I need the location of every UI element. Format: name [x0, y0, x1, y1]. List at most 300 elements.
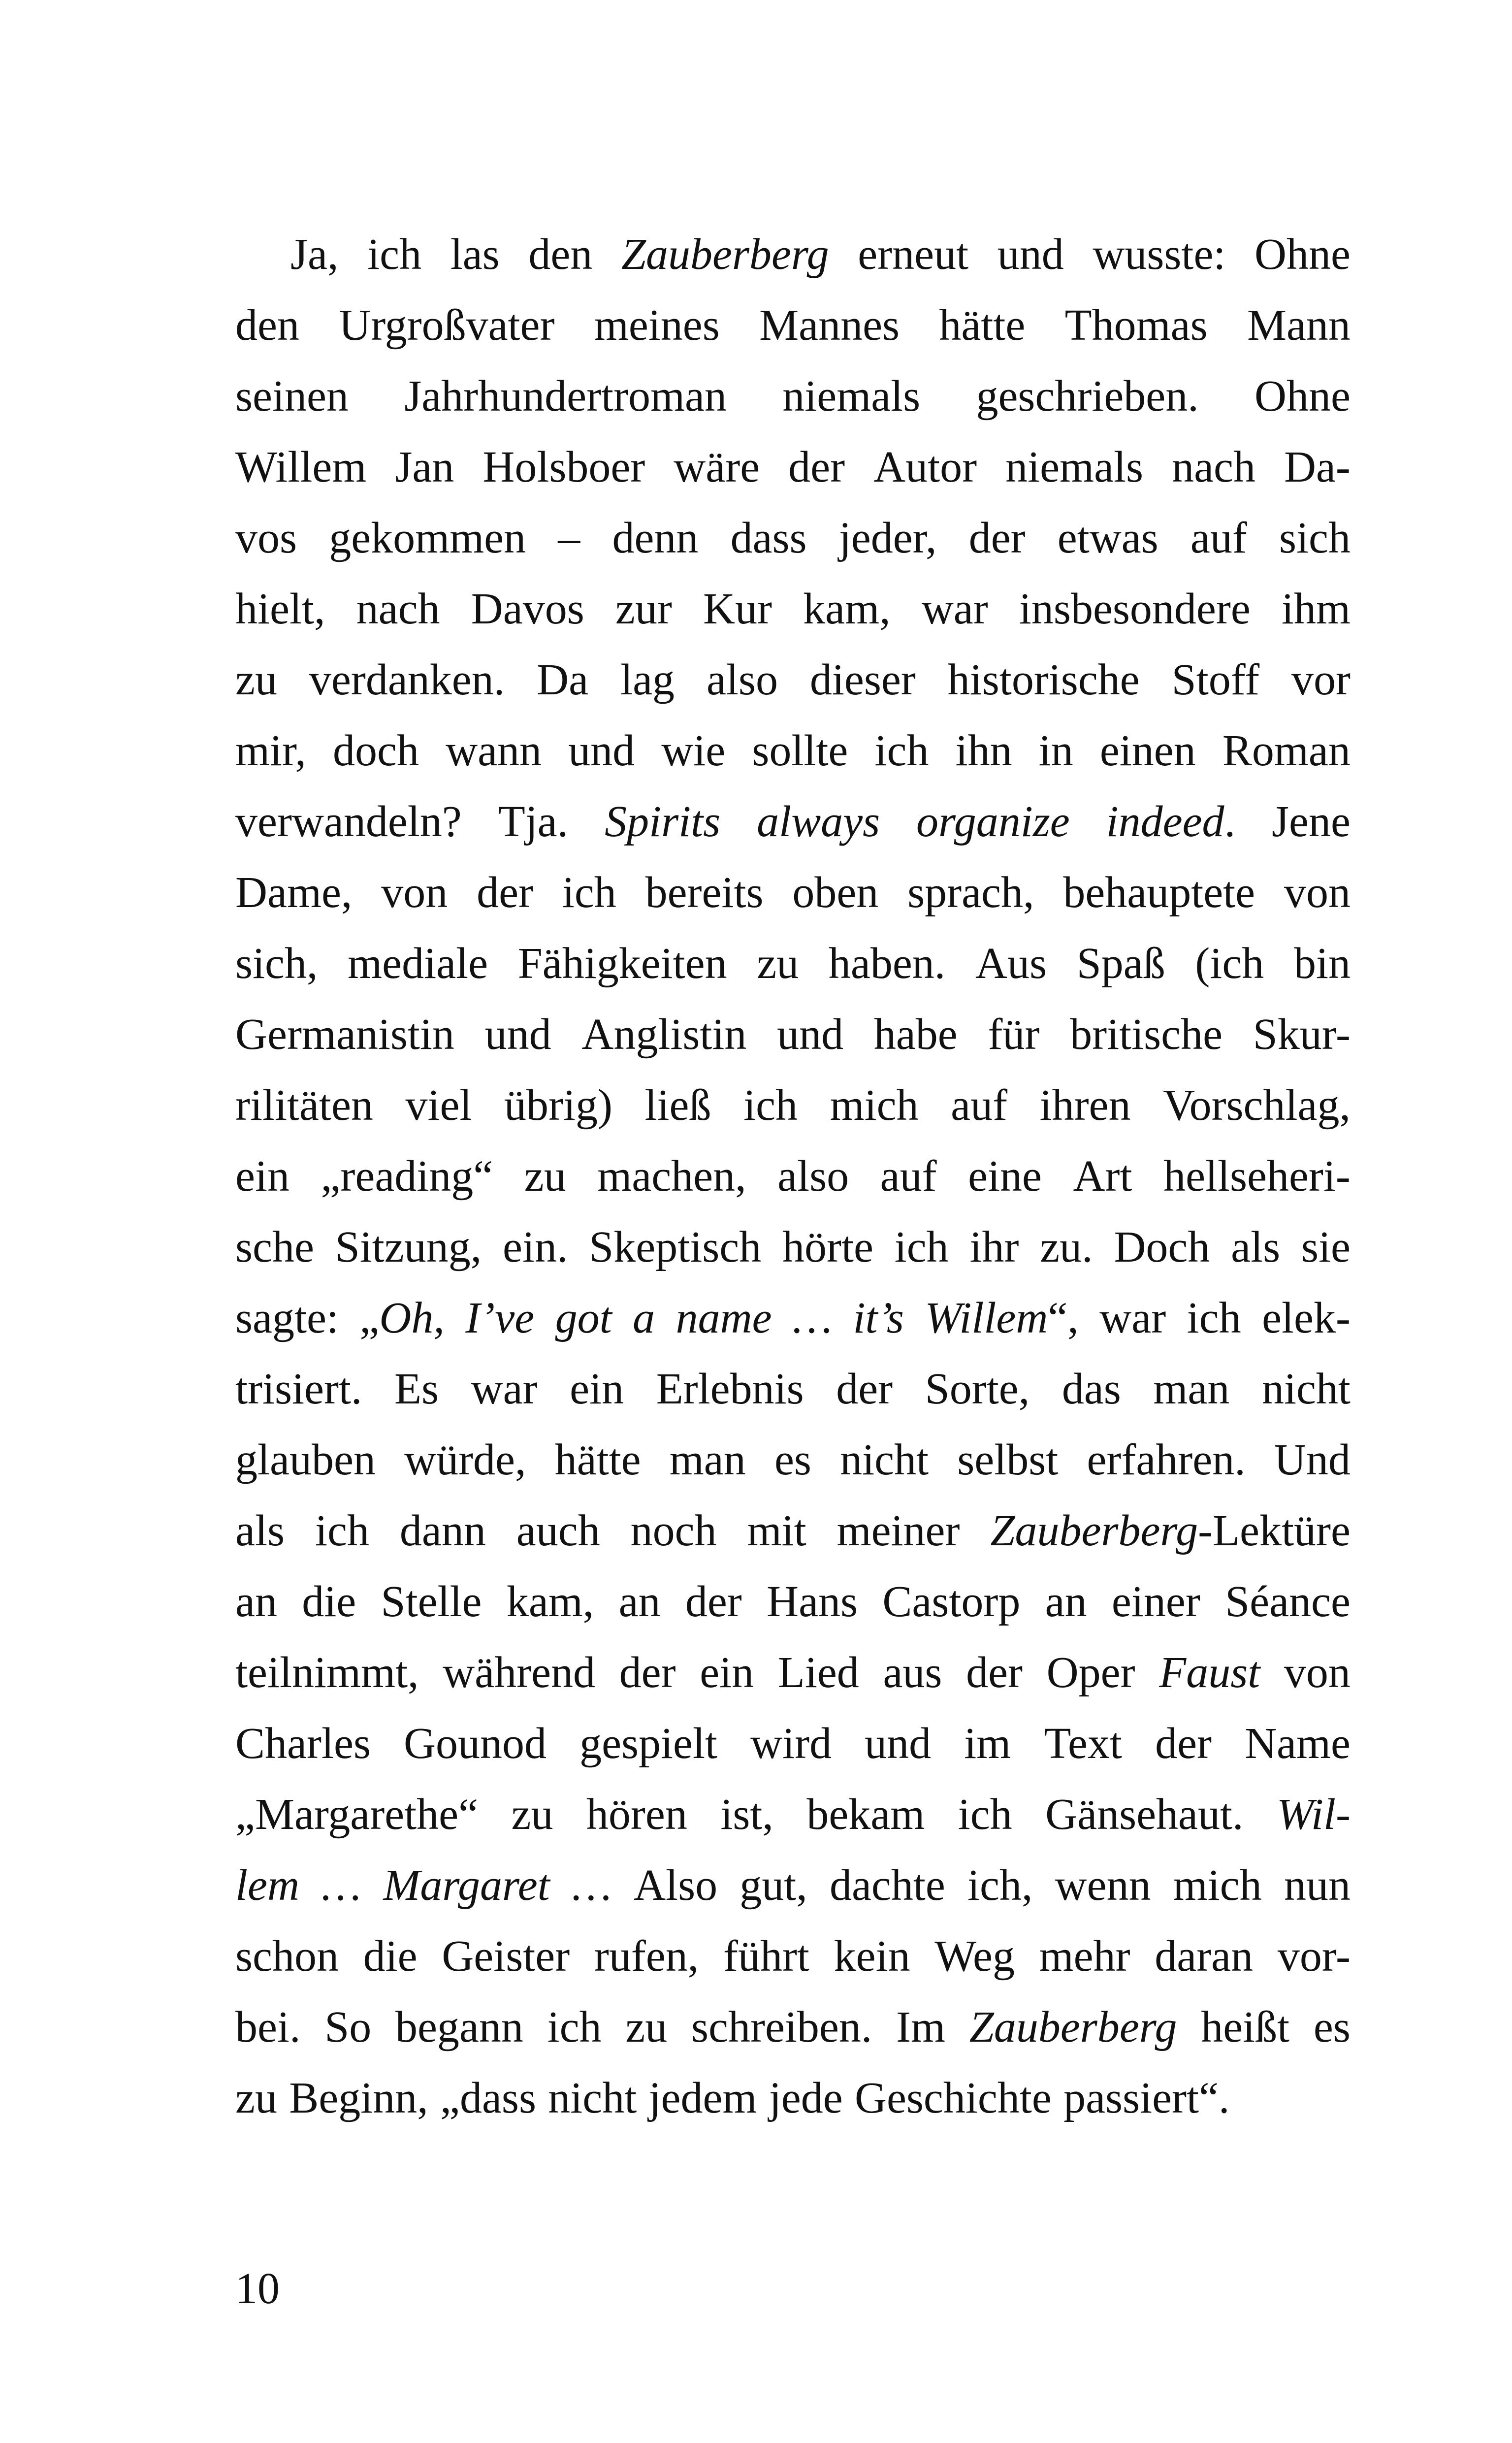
word [661, 716, 725, 786]
word [235, 1708, 371, 1779]
word [329, 503, 526, 574]
word [446, 716, 542, 786]
text-run: der [619, 1648, 676, 1697]
word [882, 1566, 1020, 1637]
text-run: Dame, [235, 868, 353, 917]
word [670, 1425, 746, 1496]
word [235, 1566, 277, 1637]
text-run: ich [562, 868, 616, 917]
text-run: (ich [1195, 939, 1264, 988]
text-line [235, 1283, 1351, 1354]
text-run: zu [524, 1152, 566, 1201]
italic-text-run: organize [916, 797, 1070, 846]
text-line [235, 361, 1351, 432]
word [1073, 1141, 1132, 1212]
text-run: vos [235, 514, 297, 562]
text-run: Im [896, 2003, 946, 2052]
word [572, 1850, 611, 1921]
text-run: ich [547, 2003, 602, 2052]
text-run: geschrieben. [976, 372, 1199, 421]
word [774, 1425, 811, 1496]
text-run: Germanistin [235, 1010, 454, 1059]
text-run: zu [625, 2003, 668, 2052]
text-run: Beginn, [289, 2074, 428, 2122]
word [883, 1637, 942, 1708]
italic-text-run: Zauberberg [621, 230, 829, 279]
word [750, 1708, 832, 1779]
word [322, 1850, 361, 1921]
word [925, 1283, 1078, 1354]
word [1044, 1708, 1122, 1779]
text-run: war [921, 585, 988, 633]
word [969, 1992, 1177, 2063]
word [830, 1070, 919, 1141]
word [782, 1212, 873, 1283]
text-run: hellseheri- [1163, 1152, 1351, 1201]
word [570, 1354, 624, 1425]
text-run: ein [570, 1365, 624, 1413]
word [1114, 1212, 1210, 1283]
text-run: Geschichte [854, 2074, 1052, 2122]
text-run: kam, [803, 585, 891, 633]
text-run: den [528, 230, 593, 279]
word [615, 574, 672, 645]
text-run: gut, [740, 1861, 807, 1910]
text-run: selbst [957, 1435, 1059, 1484]
text-run: „reading“ [321, 1152, 493, 1201]
text-run: Ja, [290, 230, 339, 279]
word [939, 290, 1025, 361]
word [676, 1283, 772, 1354]
text-run: vor- [1277, 1932, 1351, 1981]
text-run: denn [612, 514, 699, 562]
word [1063, 857, 1255, 928]
text-run: bereits [645, 868, 764, 917]
text-run: Fähigkeiten [517, 939, 727, 988]
text-run: Text [1044, 1719, 1122, 1768]
text-run: auch [516, 1506, 600, 1555]
word [1284, 1850, 1351, 1921]
text-run: jede [769, 2074, 843, 2122]
text-run: zu [235, 655, 277, 704]
word [548, 2063, 637, 2134]
text-run: “, [1048, 1294, 1079, 1342]
text-run: es [1313, 2003, 1351, 2052]
text-run: ihm [1281, 585, 1351, 633]
italic-text-run: always [757, 797, 880, 846]
word [925, 1354, 1029, 1425]
word [720, 1779, 773, 1850]
word [235, 645, 277, 716]
text-run: noch [630, 1506, 717, 1555]
text-run: ein [700, 1648, 754, 1697]
text-line [235, 1212, 1351, 1283]
text-run: auf [880, 1152, 937, 1201]
text-run: dann [399, 1506, 486, 1555]
text-run: es [774, 1435, 811, 1484]
word [836, 1354, 893, 1425]
text-run: Mannes [759, 301, 900, 350]
text-run: von [1284, 868, 1351, 917]
word [1172, 645, 1259, 716]
word [1045, 1566, 1087, 1637]
word [969, 1212, 1019, 1283]
text-run: dass [730, 514, 807, 562]
word [896, 1992, 945, 2063]
text-run: lag [620, 655, 675, 704]
word [1253, 999, 1351, 1070]
text-run: mit [747, 1506, 806, 1555]
word [235, 2063, 277, 2134]
italic-text-run: Oh, [379, 1294, 445, 1342]
text-run: dieser [809, 655, 916, 704]
text-run: Autor [873, 443, 977, 491]
text-run: zu [511, 1790, 553, 1839]
text-line [235, 574, 1351, 645]
word [645, 857, 764, 928]
text-run: an [618, 1577, 661, 1626]
word [359, 1283, 444, 1354]
text-run: hätte [554, 1435, 641, 1484]
word [547, 1992, 602, 2063]
text-run: machen, [597, 1152, 746, 1201]
word [555, 1283, 612, 1354]
word [990, 1496, 1350, 1566]
text-run: schreiben. [691, 2003, 872, 2052]
word [777, 999, 843, 1070]
word [465, 1283, 534, 1354]
text-run: man [669, 1435, 746, 1484]
word [752, 716, 848, 786]
text-line [235, 1779, 1351, 1850]
text-run: Jan [395, 443, 454, 491]
word [290, 219, 338, 290]
text-run: las [450, 230, 500, 279]
text-run: Thomas [1064, 301, 1208, 350]
text-run: kam, [506, 1577, 594, 1626]
word [516, 1496, 600, 1566]
text-run: Lied [777, 1648, 859, 1697]
italic-text-run: Margaret [383, 1861, 550, 1910]
word [855, 2063, 1052, 2134]
text-run: und [777, 1010, 844, 1059]
word [1155, 1921, 1253, 1992]
body-paragraph [235, 219, 1351, 2134]
word [691, 1992, 872, 2063]
text-run: Vorschlag, [1163, 1081, 1351, 1130]
word [858, 219, 968, 290]
word [1163, 1070, 1351, 1141]
word [865, 1708, 931, 1779]
word [747, 1496, 806, 1566]
text-run: bekam [806, 1790, 925, 1839]
text-line [235, 716, 1351, 786]
word [757, 786, 880, 857]
text-run: in [1038, 726, 1073, 775]
word [793, 1283, 832, 1354]
text-line [235, 786, 1351, 857]
word [1099, 1283, 1166, 1354]
text-line [235, 1637, 1351, 1708]
word [235, 999, 454, 1070]
word [363, 1921, 418, 1992]
word [395, 1992, 523, 2063]
word [235, 432, 366, 503]
text-run: erfahren. [1087, 1435, 1246, 1484]
word [975, 928, 1047, 999]
text-run: als [235, 1506, 285, 1555]
text-run: würde, [404, 1435, 526, 1484]
word [1106, 786, 1235, 857]
word [1039, 716, 1073, 786]
text-run: Ohne [1255, 230, 1351, 279]
word [1272, 786, 1351, 857]
italic-text-run: Spirits [605, 797, 721, 846]
text-run: wäre [674, 443, 760, 491]
word [834, 1921, 910, 1992]
word [1277, 1779, 1351, 1850]
text-line [235, 1425, 1351, 1496]
word [442, 1921, 570, 1992]
word [968, 1141, 1042, 1212]
text-run: nicht [1261, 1365, 1351, 1413]
text-run: nicht [548, 2074, 637, 2122]
italic-text-run: indeed [1106, 797, 1224, 846]
word [957, 1425, 1058, 1496]
word [324, 1992, 371, 2063]
text-line [235, 1496, 1351, 1566]
text-run: der [477, 868, 533, 917]
text-run: ihren [1039, 1081, 1131, 1130]
text-run: man [1153, 1365, 1230, 1413]
word [1045, 1779, 1243, 1850]
text-run: Doch [1114, 1223, 1210, 1271]
text-run: Mann [1247, 301, 1351, 350]
text-run: -Lektüre [1198, 1506, 1351, 1555]
italic-text-run: Willem [925, 1294, 1048, 1342]
text-run: Oper [1046, 1648, 1135, 1697]
word [400, 1496, 486, 1566]
word [1077, 928, 1165, 999]
text-run: der [685, 1577, 742, 1626]
word [235, 1070, 373, 1141]
word [621, 219, 829, 290]
text-run: So [324, 2003, 372, 2052]
word [558, 503, 580, 574]
text-line [235, 645, 1351, 716]
word [235, 786, 462, 857]
word [503, 1212, 568, 1283]
word [880, 1141, 937, 1212]
text-run: wie [661, 726, 726, 775]
word [404, 1708, 547, 1779]
text-run: Name [1245, 1719, 1351, 1768]
text-run: im [964, 1719, 1011, 1768]
word [1047, 1637, 1135, 1708]
text-run: vor [1291, 655, 1351, 704]
text-run: nach [1172, 443, 1255, 491]
word [395, 432, 454, 503]
text-line [235, 290, 1351, 361]
page-number: 10 [235, 2264, 280, 2313]
text-run: wird [750, 1719, 832, 1768]
word [922, 574, 988, 645]
word [568, 716, 635, 786]
text-run: ließ [644, 1081, 711, 1130]
word [649, 2063, 757, 2134]
italic-text-run: … [793, 1294, 833, 1342]
word [335, 1212, 482, 1283]
italic-text-run: Zauberberg [969, 2003, 1177, 2052]
text-line [235, 1921, 1351, 1992]
text-line [235, 1566, 1351, 1637]
word [1172, 432, 1255, 503]
word [524, 1141, 566, 1212]
text-run: nicht [840, 1435, 929, 1484]
text-run: behauptete [1063, 868, 1255, 917]
word [1112, 1566, 1200, 1637]
word [528, 219, 592, 290]
text-run: daran [1155, 1932, 1254, 1981]
word [874, 999, 958, 1070]
word [988, 999, 1039, 1070]
text-run: niemals [782, 372, 921, 421]
text-run: zur [615, 585, 672, 633]
word [1301, 1212, 1351, 1283]
text-line [235, 928, 1351, 999]
word [579, 1708, 717, 1779]
word [743, 1070, 798, 1141]
text-run: glauben [235, 1435, 376, 1484]
text-run: dachte [829, 1861, 945, 1910]
text-line [235, 1141, 1351, 1212]
word [1195, 928, 1264, 999]
word [471, 1354, 538, 1425]
word [631, 1496, 717, 1566]
text-run: der [788, 443, 845, 491]
word [235, 1354, 362, 1425]
text-run: die [363, 1932, 418, 1981]
text-run: wenn [1055, 1861, 1151, 1910]
italic-text-run: Zauberberg [990, 1506, 1198, 1555]
word [1040, 1070, 1131, 1141]
text-run: „Margarethe“ [235, 1790, 479, 1839]
word [367, 219, 421, 290]
word [674, 432, 760, 503]
word [1155, 1708, 1212, 1779]
text-run: Gounod [404, 1719, 547, 1768]
word [1255, 361, 1351, 432]
word [235, 1637, 418, 1708]
word [1100, 716, 1196, 786]
word [1065, 290, 1208, 361]
word [1039, 1921, 1130, 1992]
word [837, 1496, 960, 1566]
word [792, 857, 878, 928]
text-run: Sorte, [925, 1365, 1030, 1413]
text-run: Stelle [381, 1577, 482, 1626]
text-run: verwandeln? [235, 797, 462, 846]
word [803, 574, 890, 645]
word [810, 645, 916, 716]
text-run: nun [1284, 1861, 1351, 1910]
word [620, 645, 675, 716]
word [339, 290, 554, 361]
word [1058, 503, 1158, 574]
text-run: sprach, [907, 868, 1034, 917]
word [394, 1354, 439, 1425]
word [1255, 219, 1351, 290]
text-run: Holsboer [483, 443, 645, 491]
word [633, 1283, 655, 1354]
text-run: einer [1111, 1577, 1200, 1626]
word [958, 1779, 1012, 1850]
word [948, 645, 1140, 716]
word [916, 786, 1070, 857]
italic-text-run: a [633, 1294, 655, 1342]
word [806, 1779, 925, 1850]
text-run: – [558, 514, 580, 562]
text-run: kein [834, 1932, 910, 1981]
word [504, 1070, 612, 1141]
text-run: Charles [235, 1719, 371, 1768]
text-run: Da- [1284, 443, 1351, 491]
word [853, 1283, 904, 1354]
italic-text-run: lem [235, 1861, 299, 1910]
text-run: bin [1293, 939, 1351, 988]
word [788, 432, 845, 503]
text-run: hielt, [235, 585, 325, 633]
text-run: ich [367, 230, 422, 279]
word [840, 1425, 929, 1496]
word [634, 1850, 717, 1921]
text-run: übrig) [504, 1081, 612, 1130]
word [586, 1779, 687, 1850]
text-line [235, 1992, 1351, 2063]
word [471, 574, 584, 645]
word [235, 1779, 478, 1850]
text-run: sche [235, 1223, 314, 1271]
word [1040, 1212, 1093, 1283]
word [1187, 1283, 1241, 1354]
text-run: Urgroßvater [339, 301, 555, 350]
text-line [235, 1070, 1351, 1141]
word [443, 1637, 595, 1708]
italic-text-run: Faust [1159, 1648, 1260, 1697]
text-run: und [568, 726, 635, 775]
word [625, 1992, 667, 2063]
word [235, 1283, 339, 1354]
word [956, 716, 1012, 786]
text-run: erneut [858, 230, 969, 279]
text-run: ich [958, 1790, 1012, 1839]
text-run: viel [405, 1081, 472, 1130]
word [782, 361, 920, 432]
text-run: auf [1190, 514, 1247, 562]
text-run: sich, [235, 939, 318, 988]
text-run: zu [235, 2074, 277, 2122]
text-run: war [471, 1365, 538, 1413]
text-run: Anglistin [581, 1010, 747, 1059]
word [731, 503, 807, 574]
word [875, 716, 929, 786]
italic-text-run: I’ve [465, 1294, 535, 1342]
word [707, 645, 778, 716]
word [1019, 574, 1251, 645]
text-run: hätte [939, 301, 1026, 350]
word [321, 1141, 493, 1212]
text-run: bei. [235, 2003, 301, 2052]
